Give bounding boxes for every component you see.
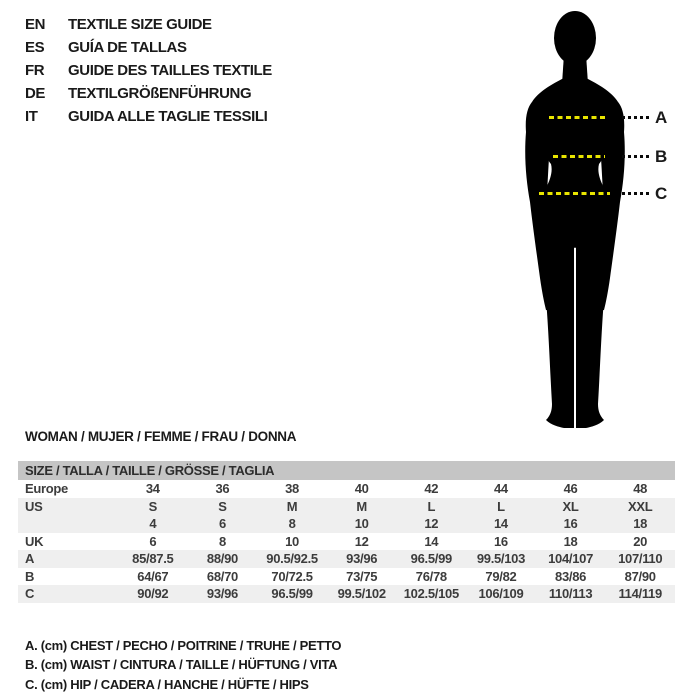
table-row-europe	[18, 480, 675, 498]
mark-label-chest: A	[655, 108, 667, 127]
lang-code: FR	[25, 62, 45, 79]
size-cell: 8	[218, 533, 226, 549]
size-cell: 18	[563, 533, 578, 549]
table-row-hip	[18, 585, 675, 603]
size-cell: 10	[354, 516, 369, 531]
lang-code: DE	[25, 85, 46, 102]
size-cell: 99.5/103	[476, 551, 526, 566]
size-cell: 20	[633, 533, 648, 549]
size-cell: 90.5/92.5	[266, 551, 318, 566]
size-cell: 64/67	[137, 568, 169, 584]
size-cell: 38	[285, 481, 299, 496]
size-cell: XXL	[627, 498, 653, 514]
size-cell: 93/96	[206, 586, 238, 601]
chest-pointer-dots	[622, 116, 649, 119]
size-cell: M	[356, 498, 367, 514]
lang-code: EN	[25, 16, 46, 33]
size-cell: L	[427, 498, 436, 514]
row-label: C	[25, 586, 35, 601]
size-cell: XL	[562, 498, 579, 514]
size-cell: 36	[215, 481, 230, 496]
size-cell: 10	[285, 533, 299, 549]
size-cell: 87/90	[624, 568, 656, 584]
mark-label-waist: B	[655, 147, 667, 166]
size-cell: 85/87.5	[132, 551, 174, 566]
size-cell: 40	[354, 481, 369, 496]
size-cell: 4	[149, 516, 157, 531]
lang-code: ES	[25, 39, 45, 56]
row-label: A	[25, 551, 35, 566]
lang-row-it	[25, 105, 272, 128]
footnote-waist: B. (cm) WAIST / CINTURA / TAILLE / HÜFTUNG / VITA	[25, 657, 338, 673]
size-cell: 18	[633, 516, 648, 531]
lang-title: GUÍA DE TALLAS	[68, 39, 187, 56]
table-row-us-numeric	[18, 515, 675, 533]
size-cell: 96.5/99	[271, 586, 313, 601]
lang-row-fr	[25, 59, 272, 82]
size-cell: 14	[424, 533, 439, 549]
row-label	[18, 515, 118, 533]
size-cell: 93/96	[346, 551, 378, 566]
footnote-hip: C. (cm) HIP / CADERA / HANCHE / HÜFTE / HIPS	[25, 676, 309, 692]
size-cell: 104/107	[548, 551, 594, 566]
table-row-us	[18, 498, 675, 516]
size-cell: 68/70	[206, 568, 238, 584]
size-cell: 88/90	[206, 551, 238, 566]
size-cell: 107/110	[618, 551, 663, 566]
table-row-uk	[18, 533, 675, 551]
lang-code: IT	[25, 108, 38, 125]
row-label: US	[25, 498, 43, 514]
size-cell: 96.5/99	[410, 551, 452, 566]
measurement-footnotes	[25, 636, 341, 694]
row-label: UK	[25, 533, 44, 549]
size-cell: 83/86	[555, 568, 587, 584]
gender-heading: WOMAN / MUJER / FEMME / FRAU / DONNA	[25, 429, 297, 444]
table-row-waist	[18, 568, 675, 586]
size-cell: 12	[424, 516, 439, 531]
lang-title: GUIDA ALLE TAGLIE TESSILI	[68, 108, 268, 125]
size-cell: 106/109	[478, 586, 524, 601]
size-cell: 34	[145, 481, 160, 496]
waist-pointer-dots	[622, 155, 649, 158]
size-cell: 42	[424, 481, 439, 496]
row-label: Europe	[25, 481, 68, 496]
lang-row-en	[25, 13, 272, 36]
woman-silhouette-icon	[518, 8, 646, 432]
size-cell: 79/82	[485, 568, 517, 584]
lang-title: TEXTILE SIZE GUIDE	[68, 16, 212, 33]
row-label: B	[25, 568, 35, 584]
size-cell: 114/119	[618, 586, 662, 601]
size-cell: 46	[563, 481, 578, 496]
table-row-chest	[18, 550, 675, 568]
size-cell: 48	[633, 481, 648, 496]
size-cell: 44	[494, 481, 508, 496]
size-cell: 73/75	[346, 568, 378, 584]
size-table-header: SIZE / TALLA / TAILLE / GRÖSSE / TAGLIA	[18, 461, 675, 480]
size-cell: 12	[354, 533, 369, 549]
size-cell: 110/113	[548, 586, 593, 601]
size-cell: L	[497, 498, 505, 514]
lang-row-de	[25, 82, 272, 105]
size-cell: 14	[494, 516, 508, 531]
size-table	[18, 461, 675, 603]
size-cell: S	[148, 498, 157, 514]
size-cell: 8	[288, 516, 296, 531]
size-cell: 70/72.5	[271, 568, 313, 584]
size-cell: 16	[563, 516, 578, 531]
mark-label-hip: C	[655, 184, 667, 203]
size-cell: 99.5/102	[337, 586, 386, 601]
size-cell: 16	[494, 533, 508, 549]
footnote-chest: A. (cm) CHEST / PECHO / POITRINE / TRUHE / PETTO	[25, 638, 342, 653]
size-cell: 90/92	[137, 586, 169, 601]
size-cell: 76/78	[415, 568, 447, 584]
size-cell: 102.5/105	[403, 586, 459, 601]
lang-row-es	[25, 36, 272, 59]
size-cell: 6	[149, 533, 157, 549]
lang-title: GUIDE DES TAILLES TEXTILE	[68, 62, 272, 79]
size-cell: M	[286, 498, 298, 514]
size-cell: S	[218, 498, 227, 514]
size-cell: 6	[218, 516, 226, 531]
hip-pointer-dots	[622, 192, 649, 195]
language-guide-block	[25, 13, 272, 128]
lang-title: TEXTILGRÖßENFÜHRUNG	[68, 85, 252, 102]
